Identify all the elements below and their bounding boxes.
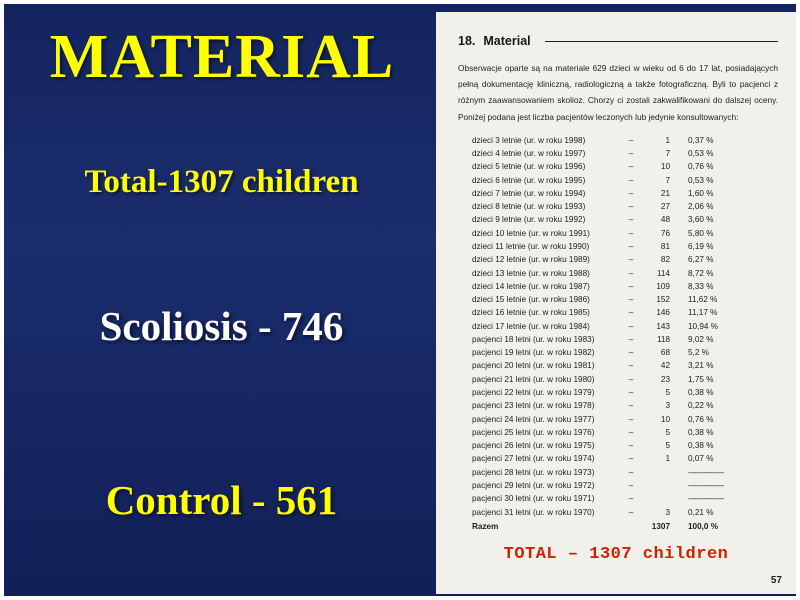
row-dash: – (628, 268, 634, 278)
row-percent: 8,72 % (688, 268, 714, 278)
row-percent: 0,07 % (688, 454, 714, 464)
row-count: 5 (665, 427, 670, 437)
row-label: dzieci 9 letnie (ur. w roku 1992) (472, 215, 586, 225)
row-label: dzieci 15 letnie (ur. w roku 1986) (472, 295, 590, 305)
scan-section-number: 18. (458, 34, 476, 48)
row-count: 42 (660, 361, 670, 371)
row-percent: 5,80 % (688, 228, 714, 238)
row-label: pacjenci 29 letni (ur. w roku 1972) (472, 481, 595, 490)
table-row (458, 413, 778, 426)
row-label: pacjenci 19 letni (ur. w roku 1982) (472, 348, 595, 358)
row-percent: 0,21 % (688, 507, 714, 517)
row-percent: 0,38 % (688, 441, 714, 451)
row-percent: 0,37 % (688, 135, 714, 145)
table-summary-row (458, 520, 778, 533)
row-percent: 0,53 % (688, 148, 714, 158)
row-label: dzieci 16 letnie (ur. w roku 1985) (472, 308, 590, 318)
row-percent: ---------------- (688, 481, 724, 490)
row-dash: – (628, 228, 634, 238)
table-row (458, 320, 778, 333)
scan-section-heading (458, 34, 778, 48)
table-row (458, 227, 778, 240)
row-label: dzieci 5 letnie (ur. w roku 1996) (472, 162, 586, 172)
table-row (458, 426, 778, 439)
table-row (458, 240, 778, 253)
row-percent: 1,75 % (688, 374, 714, 384)
row-dash: – (628, 241, 634, 251)
table-row (458, 466, 778, 479)
row-percent: 11,62 % (688, 295, 718, 305)
control-count-line: Control - 561 (105, 477, 338, 523)
row-dash: – (628, 401, 634, 411)
table-row (458, 479, 778, 492)
row-dash: – (628, 321, 634, 331)
row-label: dzieci 10 letnie (ur. w roku 1991) (472, 228, 590, 238)
row-label: pacjenci 18 letni (ur. w roku 1983) (472, 334, 595, 344)
row-percent: 1,60 % (688, 188, 714, 198)
row-percent: ---------------- (688, 467, 724, 477)
scan-section-title: Material (483, 34, 531, 48)
row-dash: – (628, 414, 634, 424)
slide-text-column (4, 4, 434, 596)
row-percent: 0,76 % (688, 162, 714, 172)
row-label: dzieci 6 letnie (ur. w roku 1995) (472, 175, 586, 185)
page-title: MATERIAL (49, 23, 395, 91)
table-row (458, 386, 778, 399)
row-dash: – (628, 374, 634, 384)
row-label: pacjenci 30 letni (ur. w roku 1971) (472, 494, 595, 504)
row-dash: – (628, 361, 634, 371)
row-count: 23 (660, 374, 670, 384)
row-percent: 10,94 % (688, 321, 719, 331)
row-percent: 0,38 % (688, 427, 714, 437)
row-percent: 3,21 % (688, 361, 714, 371)
row-dash: – (628, 494, 634, 504)
table-row (458, 439, 778, 452)
row-count: 118 (656, 334, 670, 344)
row-label: pacjenci 25 letni (ur. w roku 1976) (472, 427, 595, 437)
row-percent: 8,33 % (688, 281, 714, 291)
scoliosis-count-line: Scoliosis - 746 (99, 303, 344, 349)
table-row (458, 492, 778, 505)
row-label: pacjenci 23 letni (ur. w roku 1978) (472, 401, 595, 411)
row-dash: – (628, 135, 634, 145)
row-count: 5 (665, 388, 670, 398)
row-count: 48 (660, 215, 670, 225)
total-banner: TOTAL – 1307 children (503, 545, 729, 564)
row-dash: – (628, 441, 634, 451)
table-row (458, 399, 778, 412)
row-count: 1307 (651, 521, 670, 531)
row-dash: – (628, 427, 634, 437)
row-dash: – (628, 295, 634, 305)
row-dash: – (628, 175, 634, 185)
table-row (458, 213, 778, 226)
row-percent: 11,17 % (688, 308, 718, 318)
row-dash: – (628, 281, 634, 291)
row-label: pacjenci 22 letni (ur. w roku 1979) (472, 388, 595, 398)
row-label: pacjenci 27 letni (ur. w roku 1974) (472, 454, 595, 464)
row-percent: 6,19 % (688, 241, 714, 251)
row-count: 1 (665, 135, 670, 145)
row-count: 3 (665, 401, 670, 411)
row-count: 7 (665, 175, 670, 185)
row-label: dzieci 11 letnie (ur. w roku 1990) (472, 241, 590, 251)
row-count: 10 (660, 414, 670, 424)
row-percent: 6,27 % (688, 255, 714, 265)
row-dash: – (628, 148, 634, 158)
row-dash: – (628, 467, 634, 477)
total-children-line: Total-1307 children (84, 164, 359, 200)
row-label: pacjenci 26 letni (ur. w roku 1975) (472, 441, 595, 451)
table-row (458, 267, 778, 280)
row-label: pacjenci 20 letni (ur. w roku 1981) (472, 361, 595, 371)
table-row (458, 253, 778, 266)
row-dash: – (628, 348, 634, 358)
scanned-page-image (436, 12, 796, 594)
row-dash: – (628, 162, 634, 172)
row-label: Razem (472, 521, 499, 531)
scan-paragraph: Obserwacje oparte są na materiale 629 dzieci w wieku od 6 do 17 lat, posiadających pełną dokumentację kliniczną, radiologiczną a także fotograficzną. Byli to pacjenci z różnym zaawansowaniem skolioz. Chorzy ci zostali zakwalifikowani do dalszej oceny. Poniżej podana jest liczba pacjentów leczonych lub jedynie konsultowanych: (458, 63, 778, 122)
row-dash: – (628, 454, 634, 464)
row-count: 10 (660, 162, 670, 172)
row-label: pacjenci 21 letni (ur. w roku 1980) (472, 374, 595, 384)
row-count: 143 (656, 321, 670, 331)
age-distribution-table (458, 134, 778, 533)
row-label: dzieci 3 letnie (ur. w roku 1998) (472, 135, 586, 145)
row-percent: 5,2 % (688, 348, 709, 358)
row-dash: – (628, 334, 634, 344)
table-row (458, 346, 778, 359)
row-count: 109 (656, 281, 670, 291)
page-number: 57 (770, 575, 782, 586)
row-count: 5 (665, 441, 670, 451)
table-row (458, 306, 778, 319)
row-count: 82 (660, 255, 670, 265)
table-row (458, 147, 778, 160)
row-percent: 9,02 % (688, 334, 714, 344)
row-dash: – (628, 188, 634, 198)
table-row (458, 333, 778, 346)
row-label: dzieci 12 letnie (ur. w roku 1989) (472, 255, 590, 265)
table-row (458, 506, 778, 519)
row-count: 152 (656, 295, 670, 305)
row-count: 68 (660, 348, 670, 358)
row-count: 81 (660, 241, 670, 251)
row-dash: – (628, 481, 634, 490)
table-row (458, 452, 778, 465)
row-count: 3 (665, 507, 670, 517)
row-dash: – (628, 507, 634, 517)
row-percent: 0,22 % (688, 401, 714, 411)
table-row (458, 280, 778, 293)
heading-rule (545, 41, 778, 42)
row-label: pacjenci 28 letni (ur. w roku 1973) (472, 467, 595, 477)
row-percent: 100,0 % (688, 521, 719, 531)
row-label: pacjenci 24 letni (ur. w roku 1977) (472, 414, 595, 424)
row-label: dzieci 4 letnie (ur. w roku 1997) (472, 148, 586, 158)
row-label: pacjenci 31 letni (ur. w roku 1970) (472, 507, 595, 517)
row-count: 76 (660, 228, 670, 238)
row-percent: 0,53 % (688, 175, 714, 185)
row-dash: – (628, 202, 634, 212)
row-dash: – (628, 308, 634, 318)
row-dash: – (628, 215, 634, 225)
row-count: 146 (656, 308, 670, 318)
table-row (458, 373, 778, 386)
row-label: dzieci 14 letnie (ur. w roku 1987) (472, 281, 590, 291)
table-row (458, 200, 778, 213)
row-label: dzieci 7 letnie (ur. w roku 1994) (472, 188, 586, 198)
table-row (458, 359, 778, 372)
table-row (458, 293, 778, 306)
row-percent: 0,76 % (688, 414, 714, 424)
row-label: dzieci 17 letnie (ur. w roku 1984) (472, 321, 590, 331)
table-row (458, 160, 778, 173)
row-count: 21 (660, 188, 670, 198)
row-percent: 3,60 % (688, 215, 714, 225)
row-percent: 2,06 % (688, 202, 714, 212)
table-row (458, 174, 778, 187)
row-percent: ---------------- (688, 494, 724, 504)
row-dash: – (628, 255, 634, 265)
row-label: dzieci 13 letnie (ur. w roku 1988) (472, 268, 590, 278)
row-label: dzieci 8 letnie (ur. w roku 1993) (472, 202, 586, 212)
row-count: 7 (665, 148, 670, 158)
table-row (458, 187, 778, 200)
row-count: 27 (660, 202, 670, 212)
row-count: 114 (656, 268, 670, 278)
row-percent: 0,38 % (688, 388, 714, 398)
table-row (458, 134, 778, 147)
row-count: 1 (665, 454, 670, 464)
row-dash: – (628, 388, 634, 398)
